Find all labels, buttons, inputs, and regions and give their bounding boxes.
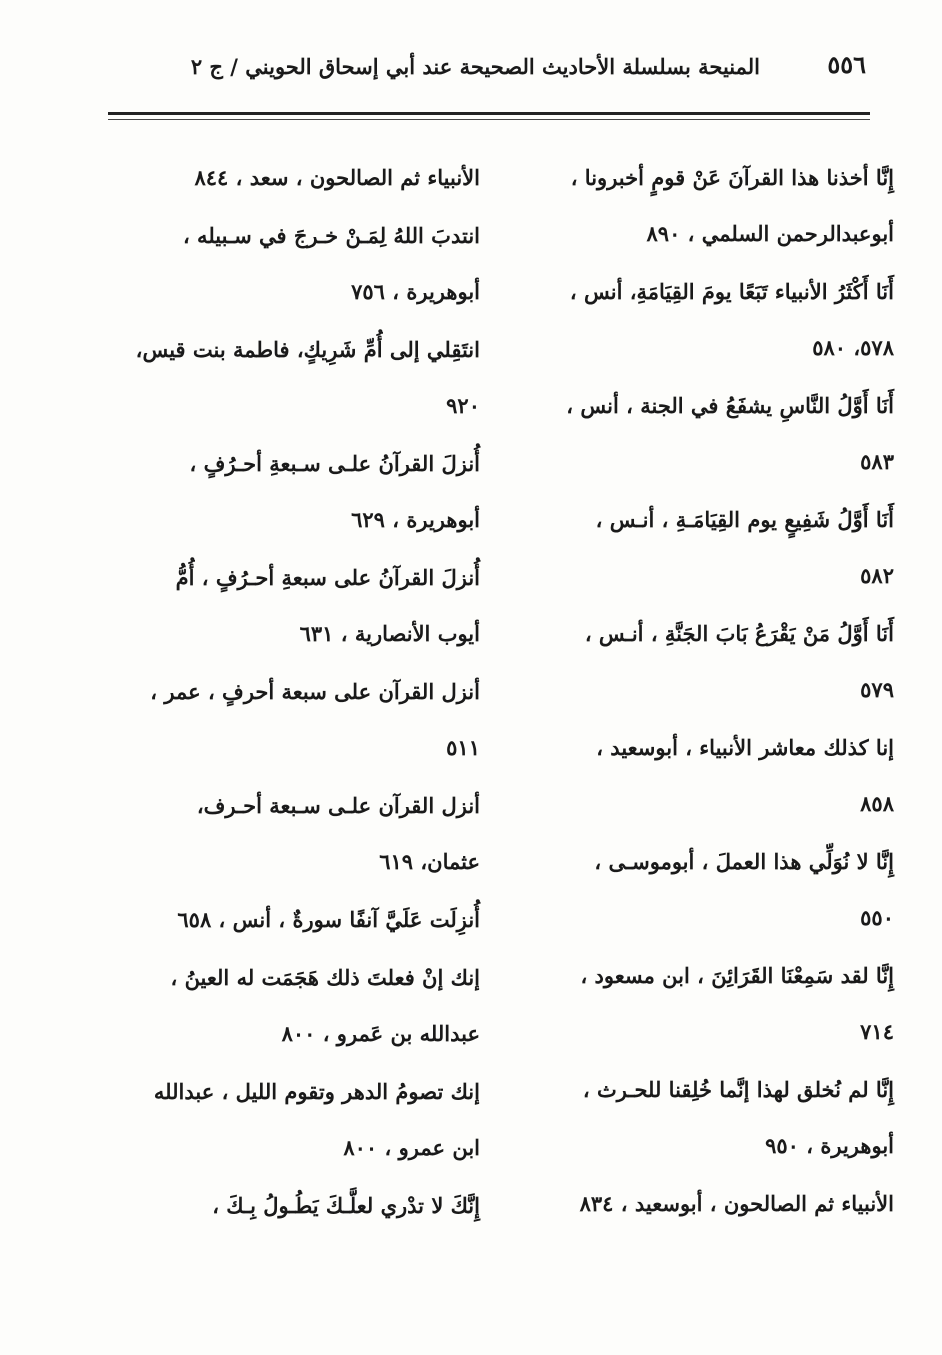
entry-reference: ٥٨٣: [860, 449, 894, 474]
index-entry: [122, 664, 480, 776]
index-entry: [122, 950, 480, 1062]
entry-reference: ٨٥٨: [860, 791, 894, 816]
index-entry: [122, 550, 480, 662]
entry-text: إنا كذلك معاشر الأنبياء ، أبوسعيد ،: [596, 735, 894, 760]
entry-text: أَنَا أَوَّلُ شَفِيعٍ يوم القِيَامَـةِ ، أنـس ،: [595, 507, 894, 532]
entry-text: إنك تصومُ الدهر وتقوم الليل ، عبدالله: [153, 1079, 480, 1104]
index-entry: [516, 948, 894, 1060]
entry-text: إِنَّا أخذنا هذا القرآنَ عَنْ قومٍ أخبرونا ،: [570, 165, 894, 190]
index-entry: [122, 1178, 480, 1234]
index-entry: [122, 322, 480, 434]
entry-text: أُنزلَ القرآنُ علـى سـبعةِ أحـرُفٍ ،: [189, 451, 480, 476]
index-entry: [122, 778, 480, 890]
index-entry: [516, 150, 894, 262]
index-entry: [122, 208, 480, 320]
entry-text: أُنزلَ القرآنُ على سبعةِ أحـرُفٍ ، أُمُّ: [175, 565, 480, 590]
entry-text: أنزل القرآن على سبعة أحرفٍ ، عمر ،: [150, 679, 480, 704]
running-title: المنيحة بسلسلة الأحاديث الصحيحة عند أبي إسحاق الحويني / ج ٢: [190, 54, 760, 79]
entry-text: أنزل القرآن علـى سـبعة أحـرف،: [196, 793, 480, 818]
entry-text: إِنَّا لا نُوَلِّي هذا العملَ ، أبوموسـى ،: [594, 849, 894, 874]
entry-text: أَنَا أَكْثَرُ الأنبياء تَبَعًا يومَ القِيَامَةِ، أنس ،: [569, 279, 894, 304]
entry-reference: عبدالله بن عَمرو ، ٨٠٠: [281, 1021, 480, 1046]
index-entry: [516, 720, 894, 832]
entry-reference: ٩٢٠: [446, 393, 480, 418]
header-rule-thick: [108, 112, 870, 115]
entry-text: أَنَا أَوَّلُ النَّاسِ يشفَعُ في الجنة ، أنس ،: [566, 393, 894, 418]
index-entry: [516, 606, 894, 718]
entry-reference: أيوب الأنصارية ، ٦٣١: [299, 621, 480, 646]
entry-reference: ٥٨٢: [860, 563, 894, 588]
entry-text: إِنَّا لقد سَمِعْنَا القَرَائِنَ ، ابن مسعود ،: [580, 963, 894, 988]
entry-text: إِنَّا لم نُخلق لهذا إنَّما خُلِقنا للحـرث ،: [582, 1077, 894, 1102]
page-number: ٥٥٦: [827, 50, 866, 79]
index-entry: [122, 436, 480, 548]
index-entry: [516, 264, 894, 376]
entry-text: أَنَا أَوَّلُ مَنْ يَقْرَعُ بَابَ الجَنَّةِ ، أنـس ،: [584, 621, 894, 646]
entry-reference: أبوهريرة ، ٧٥٦: [351, 279, 480, 304]
entry-reference: ٥١١: [446, 735, 480, 760]
entry-reference: ٥٧٩: [860, 677, 894, 702]
entry-text: انتدبَ اللهُ لِمَـنْ خـرجَ في سـبيله ،: [182, 223, 480, 248]
entry-reference: ابن عمرو ، ٨٠٠: [343, 1135, 480, 1160]
entry-text: الأنبياء ثم الصالحون ، أبوسعيد ، ٨٣٤: [579, 1191, 894, 1216]
entry-text: أُنزِلَت عَلَيَّ آنفًا سورةٌ ، أنس ، ٦٥٨: [177, 907, 480, 932]
entry-reference: عثمان، ٦١٩: [379, 849, 480, 874]
index-entry: [516, 1176, 894, 1232]
entry-text: الأنبياء ثم الصالحون ، سعد ، ٨٤٤: [194, 165, 480, 190]
page-header: [108, 44, 870, 94]
entry-text: إِنَّكَ لا تدْري لعلَّـكَ يَطُـولُ بِـكَ ،: [212, 1193, 480, 1218]
entry-reference: ٥٥٠: [860, 905, 894, 930]
index-entry: [516, 492, 894, 604]
entry-reference: أبوعبدالرحمن السلمي ، ٨٩٠: [646, 221, 894, 246]
index-column-left: [122, 150, 480, 1236]
entry-text: انتَقِلي إلى أُمِّ شَرِيكٍ، فاطمة بنت قيس،: [135, 337, 480, 362]
index-entry: [122, 1064, 480, 1176]
header-rule-thin: [108, 119, 870, 120]
index-entry: [122, 150, 480, 206]
index-entry: [122, 892, 480, 948]
index-entry: [516, 1062, 894, 1174]
entry-reference: ٧١٤: [860, 1019, 894, 1044]
entry-text: إنك إنْ فعلتَ ذلك هَجَمَت له العينُ ،: [170, 965, 480, 990]
index-column-right: [516, 150, 894, 1234]
index-entry: [516, 378, 894, 490]
entry-reference: ٥٧٨، ٥٨٠: [812, 335, 894, 360]
index-entry: [516, 834, 894, 946]
entry-reference: أبوهريرة ، ٩٥٠: [765, 1133, 894, 1158]
entry-reference: أبوهريرة ، ٦٢٩: [351, 507, 480, 532]
